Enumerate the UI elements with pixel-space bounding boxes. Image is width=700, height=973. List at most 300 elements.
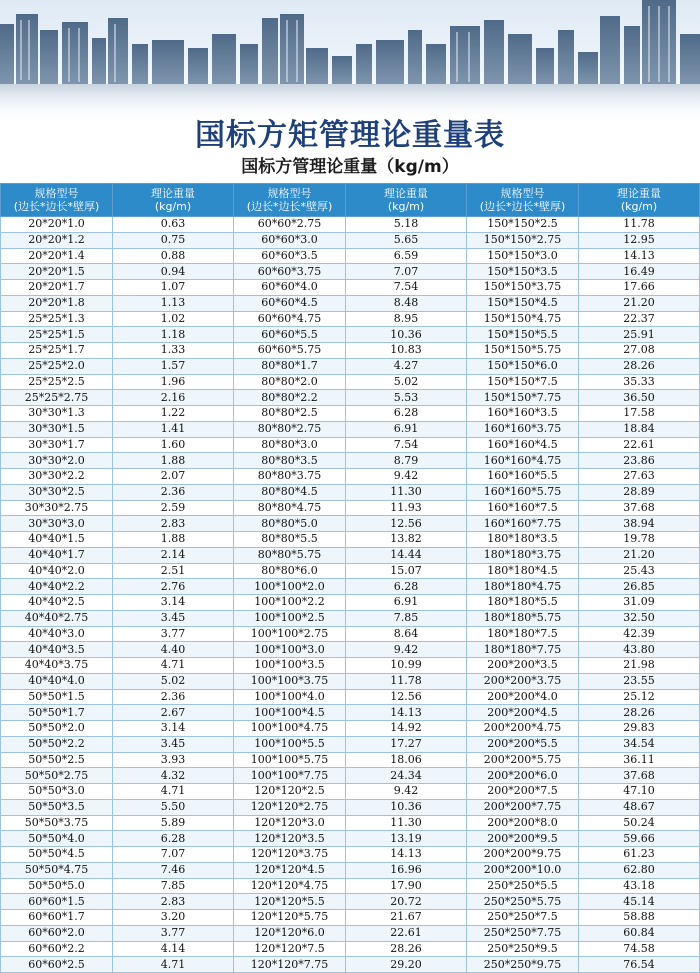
spec-cell: 100*100*2.75 [234,626,346,642]
weight-cell: 2.83 [113,516,234,532]
spec-cell: 150*150*5.5 [467,327,579,343]
weight-cell: 28.26 [579,358,700,374]
weight-cell: 16.96 [346,862,467,878]
weight-cell: 12.56 [346,516,467,532]
weight-cell: 48.67 [579,799,700,815]
spec-cell: 180*180*4.75 [467,579,579,595]
spec-cell: 150*150*3.75 [467,280,579,296]
weight-cell: 1.41 [113,421,234,437]
weight-cell: 47.10 [579,784,700,800]
weight-cell: 0.63 [113,217,234,233]
table-row [1,689,700,705]
spec-cell: 150*150*6.0 [467,358,579,374]
spec-cell: 180*180*5.75 [467,610,579,626]
spec-cell: 120*120*3.75 [234,847,346,863]
weight-cell: 13.82 [346,532,467,548]
weight-cell: 6.28 [113,831,234,847]
spec-cell: 60*60*3.75 [234,264,346,280]
weight-cell: 10.36 [346,327,467,343]
weight-cell: 4.32 [113,768,234,784]
spec-cell: 150*150*3.0 [467,248,579,264]
weight-cell: 24.34 [346,768,467,784]
spec-cell: 25*25*1.3 [1,311,113,327]
spec-cell: 80*80*4.75 [234,500,346,516]
spec-cell: 120*120*2.75 [234,799,346,815]
spec-cell: 160*160*4.5 [467,437,579,453]
weight-cell: 7.46 [113,862,234,878]
weight-cell: 10.83 [346,343,467,359]
spec-cell: 25*25*2.0 [1,358,113,374]
spec-cell: 150*150*7.5 [467,374,579,390]
header-weight-line1: 理论重量 [384,187,428,200]
weight-cell: 6.91 [346,421,467,437]
spec-cell: 80*80*2.2 [234,390,346,406]
header-weight-line2: (kg/m) [154,200,192,213]
spec-cell: 50*50*5.0 [1,878,113,894]
weight-cell: 43.18 [579,878,700,894]
spec-cell: 150*150*7.75 [467,390,579,406]
header-spec-line2: (边长*边长*壁厚) [479,200,566,213]
spec-cell: 100*100*4.5 [234,705,346,721]
weight-cell: 62.80 [579,862,700,878]
header-weight-line2: (kg/m) [387,200,425,213]
spec-cell: 200*200*7.5 [467,784,579,800]
table-header-row [1,184,700,217]
weight-cell: 14.13 [579,248,700,264]
weight-cell: 11.78 [346,673,467,689]
spec-cell: 50*50*1.5 [1,689,113,705]
spec-cell: 50*50*3.75 [1,815,113,831]
spec-cell: 250*250*7.75 [467,925,579,941]
weight-cell: 3.77 [113,925,234,941]
spec-cell: 200*200*4.0 [467,689,579,705]
weight-cell: 16.49 [579,264,700,280]
weight-cell: 25.91 [579,327,700,343]
weight-cell: 5.50 [113,799,234,815]
table-row [1,280,700,296]
table-row [1,862,700,878]
table-row [1,532,700,548]
spec-cell: 25*25*2.75 [1,390,113,406]
header-spec-line1: 规格型号 [34,187,79,200]
weight-cell: 5.18 [346,217,467,233]
spec-cell: 60*60*5.5 [234,327,346,343]
weight-cell: 11.93 [346,500,467,516]
spec-cell: 250*250*9.5 [467,941,579,957]
table-row [1,421,700,437]
header-spec-line1: 规格型号 [500,187,545,200]
weight-cell: 17.27 [346,736,467,752]
page-title: 国标方矩管理论重量表 [195,118,505,153]
table-body [1,217,700,973]
weight-cell: 0.88 [113,248,234,264]
weight-cell: 1.02 [113,311,234,327]
weight-cell: 27.08 [579,343,700,359]
weight-cell: 5.89 [113,815,234,831]
spec-cell: 100*100*2.0 [234,579,346,595]
table-row [1,374,700,390]
spec-cell: 80*80*5.75 [234,547,346,563]
spec-cell: 250*250*7.5 [467,910,579,926]
spec-cell: 150*150*2.75 [467,232,579,248]
spec-cell: 80*80*6.0 [234,563,346,579]
spec-cell: 200*200*4.5 [467,705,579,721]
weight-cell: 4.71 [113,784,234,800]
table-row [1,469,700,485]
spec-cell: 150*150*4.5 [467,295,579,311]
header-weight-line1: 理论重量 [151,187,195,200]
weight-cell: 1.07 [113,280,234,296]
weight-cell: 0.75 [113,232,234,248]
weight-cell: 7.54 [346,280,467,296]
spec-cell: 160*160*7.75 [467,516,579,532]
spec-cell: 200*200*9.75 [467,847,579,863]
weight-cell: 6.28 [346,579,467,595]
spec-cell: 180*180*5.5 [467,595,579,611]
spec-cell: 100*100*3.5 [234,658,346,674]
spec-cell: 120*120*3.0 [234,815,346,831]
weight-cell: 10.99 [346,658,467,674]
spec-cell: 50*50*3.5 [1,799,113,815]
weight-cell: 2.59 [113,500,234,516]
weight-cell: 1.18 [113,327,234,343]
spec-cell: 25*25*1.5 [1,327,113,343]
table-row [1,295,700,311]
spec-cell: 50*50*4.75 [1,862,113,878]
weight-cell: 8.64 [346,626,467,642]
weight-cell: 14.44 [346,547,467,563]
weight-cell: 5.53 [346,390,467,406]
table-row [1,894,700,910]
weight-cell: 14.92 [346,721,467,737]
table-row [1,484,700,500]
weight-cell: 17.90 [346,878,467,894]
spec-cell: 80*80*1.7 [234,358,346,374]
spec-cell: 120*120*4.5 [234,862,346,878]
header-weight [579,184,700,217]
weight-cell: 21.20 [579,547,700,563]
weight-cell: 76.54 [579,957,700,973]
weight-cell: 3.77 [113,626,234,642]
table-row [1,390,700,406]
weight-cell: 27.63 [579,469,700,485]
table-row [1,453,700,469]
spec-cell: 80*80*3.75 [234,469,346,485]
spec-cell: 40*40*2.5 [1,595,113,611]
spec-cell: 40*40*4.0 [1,673,113,689]
weight-cell: 2.14 [113,547,234,563]
table-row [1,358,700,374]
spec-cell: 20*20*1.8 [1,295,113,311]
weight-cell: 7.07 [346,264,467,280]
spec-cell: 80*80*2.0 [234,374,346,390]
spec-cell: 50*50*2.2 [1,736,113,752]
weight-cell: 2.83 [113,894,234,910]
spec-cell: 50*50*4.5 [1,847,113,863]
weight-cell: 14.13 [346,705,467,721]
spec-cell: 50*50*4.0 [1,831,113,847]
spec-cell: 200*200*3.75 [467,673,579,689]
weight-cell: 45.14 [579,894,700,910]
weight-cell: 5.65 [346,232,467,248]
spec-cell: 200*200*8.0 [467,815,579,831]
header-weight [113,184,234,217]
weight-cell: 1.13 [113,295,234,311]
spec-cell: 120*120*4.75 [234,878,346,894]
weight-cell: 2.36 [113,484,234,500]
weight-cell: 1.88 [113,532,234,548]
spec-cell: 30*30*1.3 [1,406,113,422]
spec-cell: 250*250*9.75 [467,957,579,973]
spec-cell: 100*100*4.75 [234,721,346,737]
table-row [1,910,700,926]
header-spec-line2: (边长*边长*壁厚) [246,200,333,213]
spec-cell: 100*100*4.0 [234,689,346,705]
weight-cell: 1.60 [113,437,234,453]
spec-cell: 40*40*2.0 [1,563,113,579]
spec-cell: 60*60*1.5 [1,894,113,910]
weight-cell: 23.55 [579,673,700,689]
weight-cell: 11.78 [579,217,700,233]
weight-cell: 12.95 [579,232,700,248]
table-row [1,516,700,532]
table-row [1,752,700,768]
table-row [1,500,700,516]
spec-cell: 160*160*5.75 [467,484,579,500]
table-row [1,232,700,248]
spec-cell: 40*40*3.5 [1,642,113,658]
spec-cell: 60*60*2.5 [1,957,113,973]
weight-cell: 5.02 [346,374,467,390]
spec-cell: 40*40*2.2 [1,579,113,595]
skyline-graphic [0,0,700,120]
weight-cell: 7.85 [113,878,234,894]
table-row [1,547,700,563]
weight-cell: 1.96 [113,374,234,390]
spec-cell: 150*150*5.75 [467,343,579,359]
table-row [1,437,700,453]
spec-cell: 120*120*3.5 [234,831,346,847]
weight-cell: 74.58 [579,941,700,957]
table-row [1,217,700,233]
spec-cell: 60*60*3.5 [234,248,346,264]
header-weight [346,184,467,217]
spec-cell: 30*30*2.0 [1,453,113,469]
weight-cell: 18.06 [346,752,467,768]
weight-cell: 2.07 [113,469,234,485]
weight-cell: 7.54 [346,437,467,453]
weight-cell: 26.85 [579,579,700,595]
weight-cell: 22.61 [346,925,467,941]
weight-cell: 2.76 [113,579,234,595]
table-row [1,925,700,941]
spec-cell: 100*100*2.2 [234,595,346,611]
table-row [1,406,700,422]
table-row [1,736,700,752]
spec-cell: 60*60*2.75 [234,217,346,233]
spec-cell: 50*50*3.0 [1,784,113,800]
spec-cell: 60*60*4.0 [234,280,346,296]
table-row [1,658,700,674]
spec-cell: 250*250*5.75 [467,894,579,910]
spec-cell: 200*200*9.5 [467,831,579,847]
spec-cell: 120*120*7.5 [234,941,346,957]
weight-cell: 9.42 [346,784,467,800]
weight-cell: 13.19 [346,831,467,847]
weight-cell: 32.50 [579,610,700,626]
weight-cell: 15.07 [346,563,467,579]
spec-cell: 180*180*3.75 [467,547,579,563]
weight-cell: 1.22 [113,406,234,422]
weight-cell: 28.26 [346,941,467,957]
table-row [1,878,700,894]
weight-cell: 1.33 [113,343,234,359]
table-row [1,248,700,264]
spec-cell: 120*120*5.75 [234,910,346,926]
header-weight-line2: (kg/m) [620,200,658,213]
spec-cell: 30*30*2.5 [1,484,113,500]
table-row [1,784,700,800]
weight-cell: 4.71 [113,658,234,674]
weight-cell: 2.16 [113,390,234,406]
weight-cell: 17.66 [579,280,700,296]
spec-cell: 120*120*7.75 [234,957,346,973]
weight-cell: 61.23 [579,847,700,863]
weight-cell: 36.11 [579,752,700,768]
spec-cell: 80*80*4.5 [234,484,346,500]
city-skyline-banner [0,0,700,120]
spec-cell: 60*60*1.7 [1,910,113,926]
spec-cell: 40*40*3.0 [1,626,113,642]
spec-cell: 160*160*3.75 [467,421,579,437]
weight-cell: 2.51 [113,563,234,579]
weight-cell: 37.68 [579,768,700,784]
spec-cell: 50*50*2.0 [1,721,113,737]
weight-cell: 60.84 [579,925,700,941]
weight-cell: 23.86 [579,453,700,469]
spec-cell: 100*100*2.5 [234,610,346,626]
weight-cell: 37.68 [579,500,700,516]
table-subtitle: 国标方管理论重量（kg/m） [241,157,459,177]
weight-cell: 9.42 [346,642,467,658]
spec-cell: 20*20*1.2 [1,232,113,248]
spec-cell: 100*100*3.75 [234,673,346,689]
table-row [1,264,700,280]
weight-cell: 7.85 [346,610,467,626]
weight-cell: 1.57 [113,358,234,374]
table-row [1,847,700,863]
spec-cell: 200*200*5.5 [467,736,579,752]
spec-cell: 60*60*2.2 [1,941,113,957]
weight-cell: 1.88 [113,453,234,469]
spec-cell: 80*80*3.5 [234,453,346,469]
weight-cell: 8.48 [346,295,467,311]
spec-cell: 30*30*2.75 [1,500,113,516]
spec-cell: 40*40*1.5 [1,532,113,548]
weight-cell: 17.58 [579,406,700,422]
weight-cell: 3.45 [113,610,234,626]
table-row [1,957,700,973]
header-spec-line1: 规格型号 [267,187,312,200]
spec-cell: 180*180*7.5 [467,626,579,642]
table-row [1,579,700,595]
spec-cell: 40*40*1.7 [1,547,113,563]
weight-cell: 5.02 [113,673,234,689]
weight-cell: 22.61 [579,437,700,453]
spec-cell: 20*20*1.0 [1,217,113,233]
spec-cell: 120*120*6.0 [234,925,346,941]
table-row [1,626,700,642]
spec-cell: 120*120*5.5 [234,894,346,910]
spec-cell: 60*60*2.0 [1,925,113,941]
weight-cell: 14.13 [346,847,467,863]
spec-cell: 60*60*3.0 [234,232,346,248]
spec-cell: 180*180*4.5 [467,563,579,579]
weight-cell: 6.28 [346,406,467,422]
spec-cell: 60*60*4.75 [234,311,346,327]
spec-cell: 25*25*1.7 [1,343,113,359]
weight-cell: 21.67 [346,910,467,926]
table-row [1,721,700,737]
table-row [1,610,700,626]
table-row [1,815,700,831]
weight-cell: 4.40 [113,642,234,658]
weight-cell: 2.67 [113,705,234,721]
weight-cell: 42.39 [579,626,700,642]
spec-cell: 25*25*2.5 [1,374,113,390]
table-row [1,327,700,343]
spec-cell: 40*40*3.75 [1,658,113,674]
weight-cell: 9.42 [346,469,467,485]
weight-cell: 28.89 [579,484,700,500]
spec-cell: 30*30*1.7 [1,437,113,453]
spec-cell: 20*20*1.5 [1,264,113,280]
weight-cell: 18.84 [579,421,700,437]
spec-cell: 80*80*3.0 [234,437,346,453]
weight-cell: 3.20 [113,910,234,926]
weight-cell: 3.93 [113,752,234,768]
weight-cell: 25.43 [579,563,700,579]
weight-cell: 4.71 [113,957,234,973]
table-row [1,941,700,957]
spec-cell: 30*30*1.5 [1,421,113,437]
table-row [1,311,700,327]
weight-cell: 20.72 [346,894,467,910]
table-row [1,343,700,359]
weight-cell: 28.26 [579,705,700,721]
weight-cell: 4.27 [346,358,467,374]
weight-cell: 29.83 [579,721,700,737]
weight-cell: 38.94 [579,516,700,532]
weight-cell: 2.36 [113,689,234,705]
weight-cell: 11.30 [346,484,467,500]
table-row [1,595,700,611]
weight-cell: 21.20 [579,295,700,311]
header-spec [467,184,579,217]
weight-cell: 25.12 [579,689,700,705]
spec-cell: 150*150*4.75 [467,311,579,327]
weight-cell: 3.14 [113,595,234,611]
spec-cell: 160*160*4.75 [467,453,579,469]
weight-cell: 31.09 [579,595,700,611]
table-row [1,831,700,847]
weight-cell: 21.98 [579,658,700,674]
table-row [1,563,700,579]
header-spec [1,184,113,217]
weight-cell: 58.88 [579,910,700,926]
weight-cell: 3.45 [113,736,234,752]
spec-cell: 180*180*3.5 [467,532,579,548]
